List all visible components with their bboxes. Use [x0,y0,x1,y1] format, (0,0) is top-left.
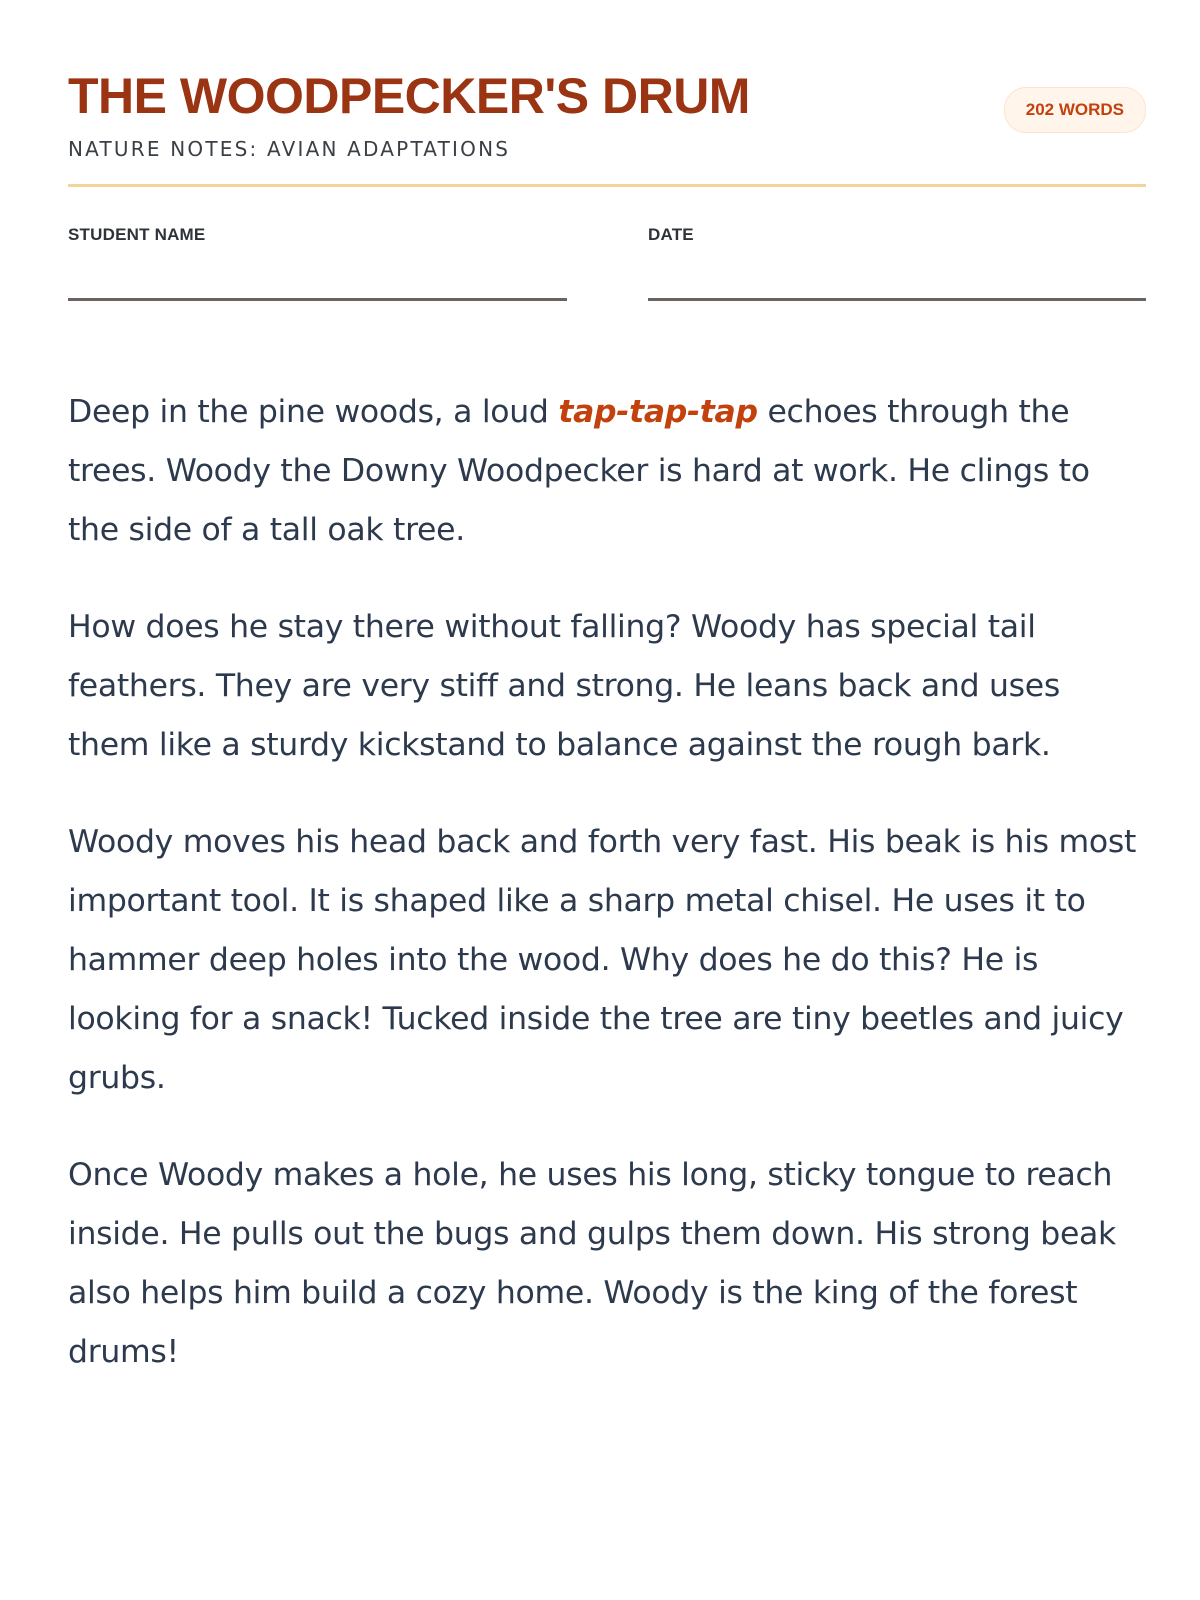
story-paragraph-3: Woody moves his head back and forth very fast. His beak is his most important tool. It is shaped like a sharp metal chisel. He uses it to hammer deep holes into the wood. Why does he do this? He is looking for a snack! Tucked inside the tree are tiny beetles and juicy grubs. [68,824,1137,1096]
story-paragraph-4: Once Woody makes a hole, he uses his long, sticky tongue to reach inside. He pulls out the bugs and gulps them down. His strong beak also helps him build a cozy home. Woody is the king of the forest drums! [68,1157,1117,1370]
date-field[interactable] [648,225,1146,301]
student-name-line[interactable] [68,298,567,301]
story-paragraph-1 [68,383,1146,560]
date-line[interactable] [648,298,1146,301]
paragraph-1-end: echoes through the trees. Woody the Downy Woodpecker is hard at work. He clings to the side of a tall oak tree. [68,394,1090,548]
page-title: THE WOODPECKER'S DRUM [68,68,750,124]
worksheet-header [68,0,1146,187]
paragraph-1-start: Deep in the pine woods, a loud [68,394,559,430]
student-name-label: STUDENT NAME [68,225,206,244]
worksheet-page [68,0,1146,1420]
story-body [68,383,1146,1382]
date-label: DATE [648,225,694,244]
page-subtitle: NATURE NOTES: AVIAN ADAPTATIONS [68,137,511,161]
student-name-field[interactable] [68,225,567,301]
word-count-badge: 202 WORDS [1004,87,1146,133]
story-paragraph-2: How does he stay there without falling? Woody has special tail feathers. They are very stiff and strong. He leans back and uses them like a sturdy kickstand to balance against the rough bark. [68,609,1060,763]
student-info-fields [68,187,1146,323]
sound-word-highlight: tap-tap-tap [558,394,758,430]
